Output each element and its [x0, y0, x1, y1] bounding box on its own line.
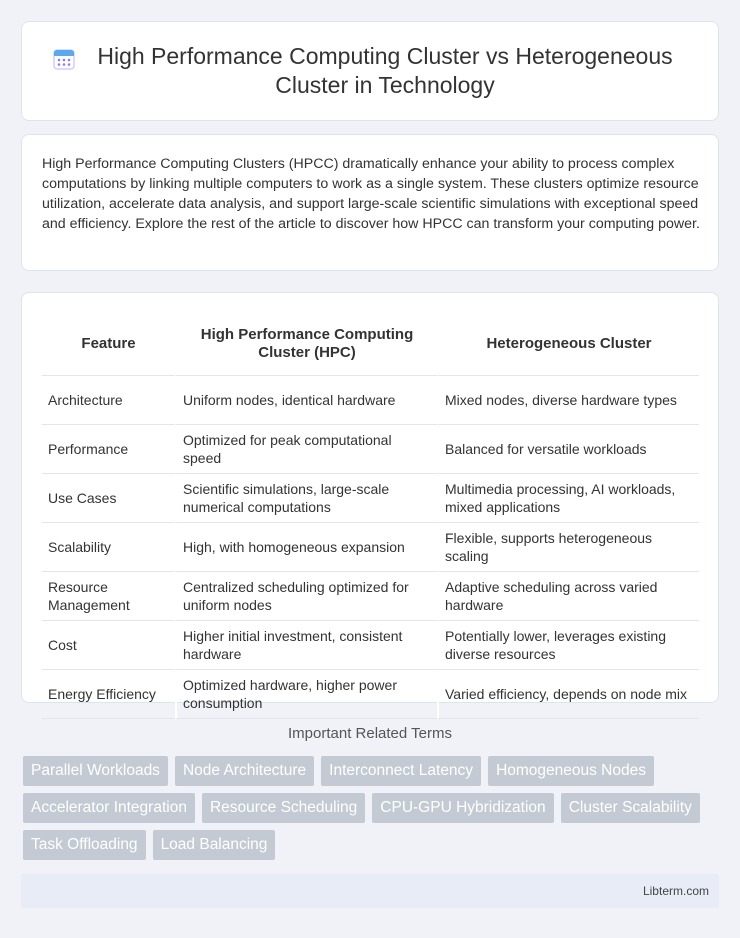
- related-terms-list: [23, 756, 723, 860]
- heterogeneous-cell: Varied efficiency, depends on node mix: [437, 670, 699, 719]
- comparison-table: [42, 313, 699, 719]
- related-term-tag[interactable]: Interconnect Latency: [321, 756, 481, 786]
- feature-cell: Resource Management: [42, 572, 175, 621]
- comparison-table-card: [21, 292, 719, 711]
- related-term-tag[interactable]: Node Architecture: [175, 756, 314, 786]
- heterogeneous-cell: Potentially lower, leverages existing diverse resources: [437, 621, 699, 670]
- header-heterogeneous: Heterogeneous Cluster: [437, 313, 699, 376]
- table-row: [42, 572, 699, 621]
- table-row: [42, 474, 699, 523]
- related-term-tag[interactable]: Accelerator Integration: [23, 793, 195, 823]
- hpc-cell: Uniform nodes, identical hardware: [175, 376, 437, 425]
- related-terms-heading: Important Related Terms: [288, 725, 452, 742]
- feature-cell: Scalability: [42, 523, 175, 572]
- feature-cell: Cost: [42, 621, 175, 670]
- table-row: [42, 376, 699, 425]
- related-term-tag[interactable]: Task Offloading: [23, 830, 146, 860]
- intro-card: [21, 134, 719, 271]
- related-term-tag[interactable]: Load Balancing: [153, 830, 276, 860]
- page-title: High Performance Computing Cluster vs Heterogeneous Cluster in Technology: [97, 43, 673, 98]
- intro-paragraph: High Performance Computing Clusters (HPCC) dramatically enhance your ability to process complex computations by linking multiple computers to work as a single system. These clusters optimize resource utilization, accelerate data analysis, and support large-scale scientific simulations with exceptional speed and efficiency. Explore the rest of the article to discover how HPCC can transform your computing power.: [42, 156, 700, 232]
- related-term-tag[interactable]: Cluster Scalability: [561, 793, 700, 823]
- heterogeneous-cell: Multimedia processing, AI workloads, mixed applications: [437, 474, 699, 523]
- table-row: [42, 523, 699, 572]
- hpc-cell: Optimized for peak computational speed: [175, 425, 437, 474]
- table-row: [42, 425, 699, 474]
- footer-brand-link[interactable]: Libterm.com: [642, 884, 709, 898]
- hpc-cell: Scientific simulations, large-scale numerical computations: [175, 474, 437, 523]
- heterogeneous-cell: Balanced for versatile workloads: [437, 425, 699, 474]
- heterogeneous-cell: Adaptive scheduling across varied hardware: [437, 572, 699, 621]
- hpc-cell: Higher initial investment, consistent hardware: [175, 621, 437, 670]
- header-feature: Feature: [42, 313, 175, 376]
- hpc-cell: High, with homogeneous expansion: [175, 523, 437, 572]
- table-row: [42, 621, 699, 670]
- hpc-cell: Optimized hardware, higher power consumption: [175, 670, 437, 719]
- feature-cell: Performance: [42, 425, 175, 474]
- table-row: [42, 670, 699, 719]
- feature-cell: Architecture: [42, 376, 175, 425]
- footer: [21, 874, 719, 908]
- heterogeneous-cell: Flexible, supports heterogeneous scaling: [437, 523, 699, 572]
- related-term-tag[interactable]: Parallel Workloads: [23, 756, 168, 786]
- header-hpc: High Performance Computing Cluster (HPC): [175, 313, 437, 376]
- title-card: [21, 21, 719, 121]
- related-term-tag[interactable]: Homogeneous Nodes: [488, 756, 654, 786]
- heterogeneous-cell: Mixed nodes, diverse hardware types: [437, 376, 699, 425]
- feature-cell: Energy Efficiency: [42, 670, 175, 719]
- related-term-tag[interactable]: Resource Scheduling: [202, 793, 365, 823]
- feature-cell: Use Cases: [42, 474, 175, 523]
- related-term-tag[interactable]: CPU-GPU Hybridization: [372, 793, 553, 823]
- table-header-row: [42, 313, 699, 376]
- hpc-cell: Centralized scheduling optimized for uniform nodes: [175, 572, 437, 621]
